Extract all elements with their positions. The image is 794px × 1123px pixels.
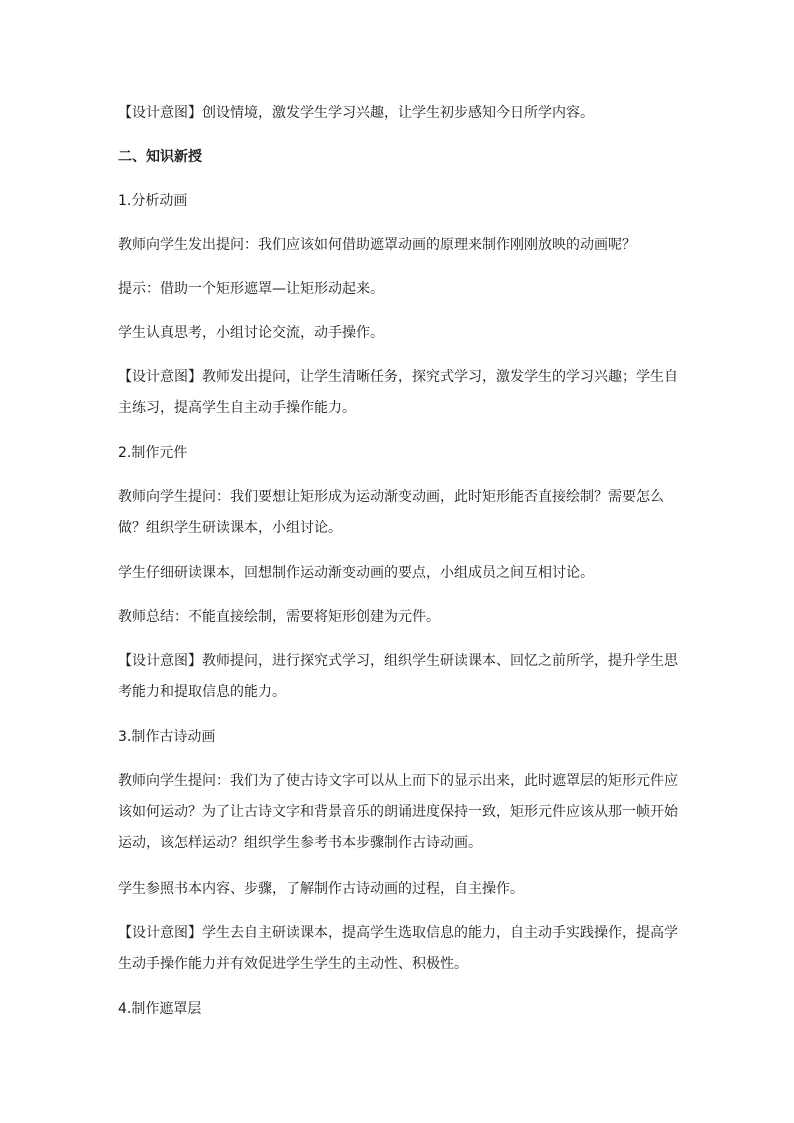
subheading-poem-animation: 3.制作古诗动画 — [118, 729, 216, 745]
teacher-question-paragraph-2: 教师向学生提问：我们要想让矩形成为运动渐变动画，此时矩形能否直接绘制？需要怎么做？组织学生研读课本，小组讨论。 — [118, 489, 664, 536]
design-intent-paragraph-4: 【设计意图】学生去自主研读课本，提高学生选取信息的能力，自主动手实践操作，提高学生动手操作能力并有效促进学生学生的主动性、积极性。 — [118, 925, 678, 972]
student-activity-paragraph-1: 学生认真思考，小组讨论交流，动手操作。 — [118, 325, 384, 341]
section-heading-knowledge: 二、知识新授 — [118, 149, 202, 165]
teacher-summary-paragraph: 教师总结：不能直接绘制，需要将矩形创建为元件。 — [118, 609, 440, 625]
subheading-mask-layer: 4.制作遮罩层 — [118, 1001, 202, 1017]
teacher-question-paragraph-1: 教师向学生发出提问：我们应该如何借助遮罩动画的原理来制作刚刚放映的动画呢？ — [118, 237, 636, 253]
student-activity-paragraph-2: 学生仔细研读课本，回想制作运动渐变动画的要点，小组成员之间互相讨论。 — [118, 565, 594, 581]
design-intent-paragraph-1: 【设计意图】创设情境，激发学生学习兴趣，让学生初步感知今日所学内容。 — [118, 105, 594, 121]
design-intent-paragraph-2: 【设计意图】教师发出提问，让学生清晰任务，探究式学习，激发学生的学习兴趣；学生自主练习，提高学生自主动手操作能力。 — [118, 369, 678, 416]
hint-paragraph: 提示：借助一个矩形遮罩—让矩形动起来。 — [118, 281, 384, 297]
student-activity-paragraph-3: 学生参照书本内容、步骤，了解制作古诗动画的过程，自主操作。 — [118, 881, 524, 897]
subheading-make-symbol: 2.制作元件 — [118, 445, 188, 461]
teacher-question-paragraph-3: 教师向学生提问：我们为了使古诗文字可以从上而下的显示出来，此时遮罩层的矩形元件应该如何运动？为了让古诗文字和背景音乐的朗诵进度保持一致，矩形元件应该从那一帧开始运动，该怎样运动？组织学生参考书本步骤制作古诗动画。 — [118, 773, 678, 851]
subheading-analyze-animation: 1.分析动画 — [118, 193, 188, 209]
design-intent-paragraph-3: 【设计意图】教师提问，进行探究式学习，组织学生研读课本、回忆之前所学，提升学生思考能力和提取信息的能力。 — [118, 653, 678, 700]
